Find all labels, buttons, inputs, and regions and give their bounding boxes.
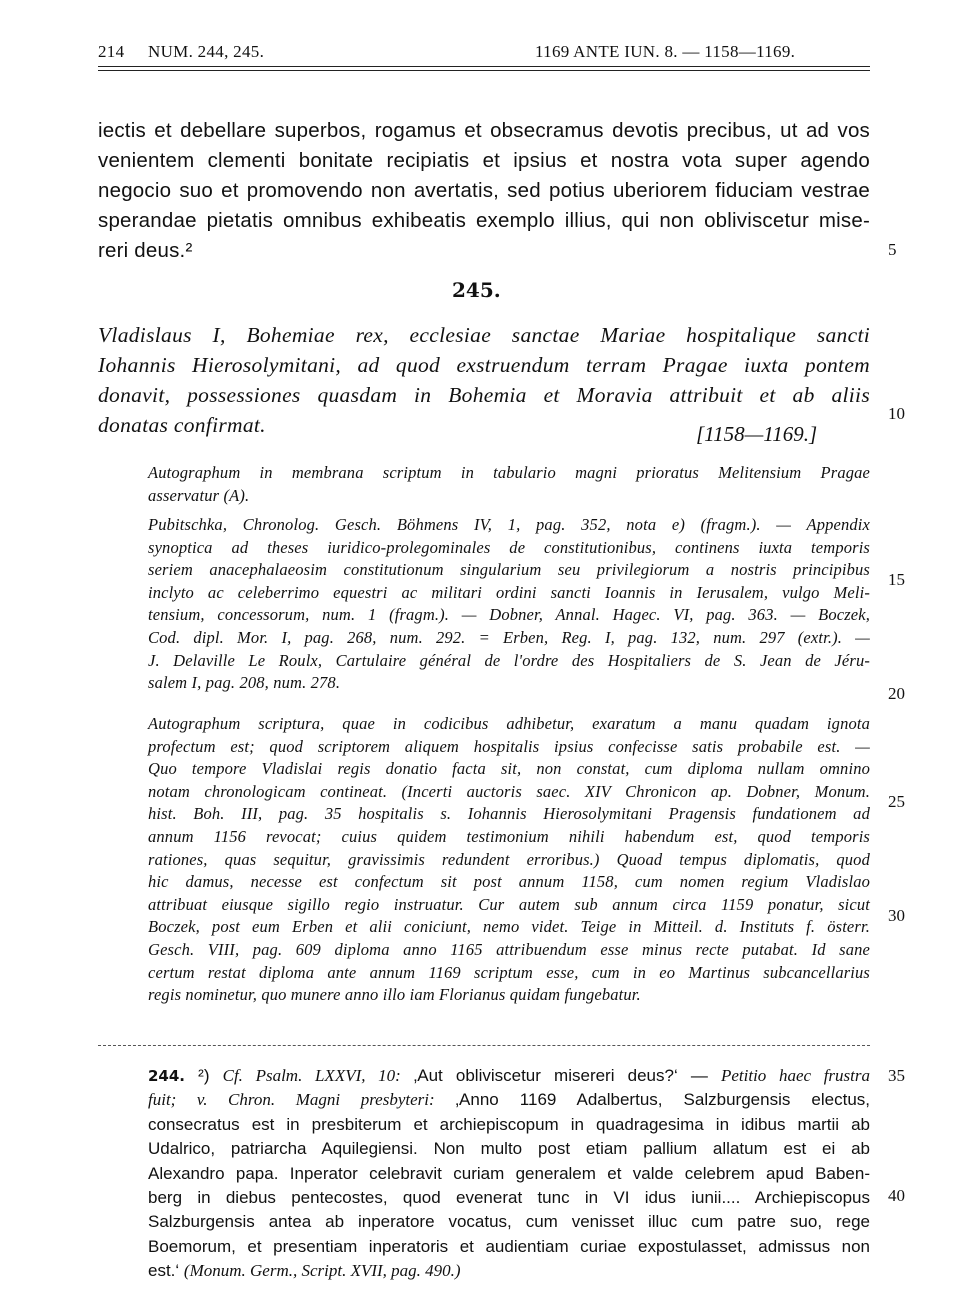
document-244-text (98, 116, 870, 266)
line-number: 25 (888, 792, 905, 811)
note-line: Cod. dipl. Mor. I, pag. 268, num. 292. = Erben, Reg. I, pag. 132, num. 297 (extr.). — (148, 627, 870, 647)
footnote-quote: est.‘ (148, 1261, 184, 1281)
text-line: reri deus.² (98, 239, 193, 262)
footnote-citation: Cf. Psalm. LXXVI, 10: (222, 1066, 414, 1085)
note-line: Autographum in membrana scriptum in tabulario magni prioratus Melitensium Pragae (148, 463, 870, 482)
note-line: inclyto ac celeberrimo equestri ac militari ordini sancti Ioannis in Ierusalem, vulgo Meli- (148, 582, 870, 602)
note-line: tensium, concessorum, num. 1 (fragm.). — Dobner, Annal. Hagec. VI, pag. 363. — Boczek, (148, 605, 870, 625)
note-line: notam chronologicam contineat. (Incerti auctoris saec. XIV Chronicon ap. Dobner, Monum. (148, 781, 870, 801)
note-line: attribuat eiusque sigillo regio instruatur. Cur autem sub annum circa 1159 ponatur, sicut (148, 894, 870, 914)
note-line: hist. Boh. III, pag. 35 hospitalis s. Iohannis Hierosolymitani Pragensis fundationem ad (148, 804, 870, 824)
footnote-line: berg in diebus pentecostes, quod evenerat tunc in VI idus iunii.... Archiepiscopus (148, 1187, 870, 1207)
note-line: Gesch. VIII, pag. 609 diploma anno 1165 attribuendum esse minus recte putabat. Id sane (148, 939, 870, 959)
footnote-separator (98, 1045, 870, 1046)
note-line: certum restat diploma ante annum 1169 scriptum esse, cum in eo Martinus subcancellarius (148, 962, 870, 982)
tradition-note (148, 462, 870, 507)
text-line: sperandae pietatis omnibus exhibeatis exemplo illius, qui non obliviscetur mise- (98, 209, 870, 232)
line-number: 5 (888, 240, 897, 259)
note-line: synoptica ad theses iuridico-prolegominales de constitutionibus, continens iuxta temporis (148, 537, 870, 557)
commentary-note (148, 713, 870, 1007)
footnote (148, 1064, 870, 1284)
regest-line: donatas confirmat. (98, 413, 266, 437)
line-number: 10 (888, 404, 905, 423)
regest-line: Iohannis Hierosolymitani, ad quod exstruendum terram Pragae iuxta pontem (98, 353, 870, 377)
footnote-quote: ‚Anno 1169 Adalbertus, Salzburgensis electus, (455, 1090, 870, 1110)
line-number: 30 (888, 906, 905, 925)
note-line: asservatur (A). (148, 485, 250, 505)
footnote-citation: (Monum. Germ., Script. XVII, pag. 490.) (183, 1261, 461, 1281)
regest-line: donavit, possessiones quasdam in Bohemia et Moravia attribuit et ab aliis (98, 383, 870, 407)
note-line: regis nominetur, quo munere anno illo iam Florianus quidam fungebatur. (148, 985, 641, 1005)
literature-note (148, 514, 870, 695)
line-number: 35 (888, 1066, 905, 1085)
line-number: 20 (888, 684, 905, 703)
running-header-numbers: NUM. 244, 245. (148, 42, 265, 61)
footnote-line (148, 1259, 870, 1283)
page-number: 214 (98, 42, 125, 61)
header-rule (98, 66, 870, 67)
footnote-line (148, 1088, 870, 1112)
footnote-line: Boemorum, et presentiam inperatoris et audientiam curiae expostulasset, admissus non (148, 1236, 870, 1256)
note-line: profectum est; quod scriptorem aliquem hospitalis ipsius confecisse satis probabile est. — (148, 736, 870, 756)
note-line: salem I, pag. 208, num. 278. (148, 673, 341, 693)
line-number: 40 (888, 1186, 905, 1205)
footnote-citation: fuit; v. Chron. Magni presbyteri: (148, 1090, 456, 1110)
footnote-comment: Petitio haec frustra (720, 1066, 870, 1085)
document-number: 245. (452, 278, 501, 302)
note-line: Pubitschka, Chronolog. Gesch. Böhmens IV, 1, pag. 352, nota e) (fragm.). — Appendix (148, 515, 870, 534)
note-line: Autographum scriptura, quae in codicibus adhibetur, exaratum a manu quadam ignota (148, 714, 870, 733)
regest-date: [1158—1169.] (696, 422, 818, 446)
running-header-date: 1169 ANTE IUN. 8. — 1158—1169. (535, 42, 796, 61)
note-line: seriem anacephalaeosim constitutionum singularium seu privilegiorum a nostris principibus (148, 560, 870, 580)
footnote-label: 244. (148, 1067, 186, 1085)
note-line: J. Delaville Le Roulx, Cartulaire général de l'ordre des Hospitaliers de S. Jean de Jéru- (148, 650, 870, 670)
regest-line: Vladislaus I, Bohemiae rex, ecclesiae sanctae Mariae hospitalique sancti (98, 323, 870, 347)
footnote-line: Alexandro papa. Inperator celebravit curiam generalem et valde celebrem apud Baben- (148, 1163, 870, 1183)
text-line: venientem clementi bonitate recipiatis et ipsius et nostra vota super agendo (98, 149, 870, 172)
footnote-line: Udalrico, patriarcha Aquilegiensi. Non multo post etiam pallium allatum est ei ab (148, 1139, 870, 1159)
footnote-line: Salzburgensis antea ab inperatore vocatus, cum venisset illuc cum patre suo, rege (148, 1212, 870, 1232)
footnote-line (148, 1064, 870, 1088)
text-line: iectis et debellare superbos, rogamus et obsecramus devotis precibus, ut ad vos (98, 119, 870, 142)
line-number: 15 (888, 570, 905, 589)
footnote-marker: ²) (198, 1066, 223, 1085)
note-line: annum 1156 revocat; cuius quidem testimonium nihili habendum est, quod temporis (148, 826, 870, 846)
note-line: Boczek, post eum Erben et alii coniciunt, nemo videt. Teige in Mitteil. d. Instituts f. österr. (148, 917, 870, 937)
footnote-line: consecratus est in presbiterum et archiepiscopum in quadragesima in idibus martii ab (148, 1114, 870, 1134)
note-line: Quo tempore Vladislai regis donatio facta sit, non constat, cum diploma nullam omnino (148, 759, 870, 779)
header-rule-double (98, 70, 870, 71)
note-line: hic damus, necesse est confectum sit post annum 1158, cum nomen regium Vladislao (148, 872, 870, 892)
text-line: negocio suo et promovendo non avertatis, sed potius uberiorem fiduciam vestrae (98, 179, 870, 202)
footnote-quote: ‚Aut obliviscetur misereri deus?‘ — (413, 1066, 721, 1085)
note-line: rationes, quas sequitur, gravissimis redundent erroribus.) Quoad tempus diplomatis, quod (148, 849, 870, 869)
